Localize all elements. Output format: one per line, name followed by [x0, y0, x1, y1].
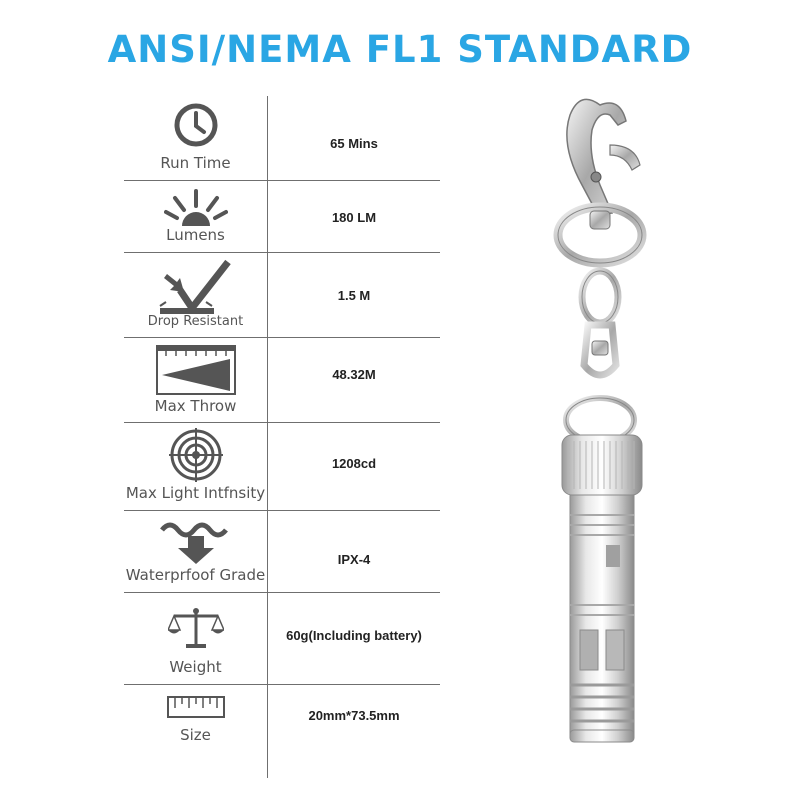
spec-row-weight — [124, 592, 440, 684]
spec-row-drop-resistant — [124, 252, 440, 337]
spec-label: Size — [180, 726, 211, 744]
clock-icon — [124, 102, 267, 148]
beam-throw-icon — [124, 345, 267, 395]
balance-scale-icon — [124, 606, 267, 650]
sun-rays-icon — [124, 188, 267, 228]
drop-impact-icon — [124, 258, 267, 316]
spec-label: Max Light Intfnsity — [125, 484, 266, 502]
spec-label: Run Time — [160, 154, 231, 172]
spec-row-max-light-intensity — [124, 422, 440, 510]
spec-row-max-throw — [124, 337, 440, 422]
spec-row-size — [124, 684, 440, 778]
spec-label: Max Throw — [154, 397, 237, 415]
spec-table — [124, 96, 440, 780]
spec-value: IPX-4 — [337, 552, 371, 567]
ruler-icon — [124, 696, 267, 718]
spec-value: 1.5 M — [337, 288, 371, 303]
spec-value: 180 LM — [331, 210, 377, 225]
spec-value: 1208cd — [331, 456, 377, 471]
water-arrow-icon — [124, 516, 267, 566]
spec-value: 48.32M — [332, 367, 376, 382]
page-title: ANSI/NEMA FL1 STANDARD — [107, 28, 693, 71]
spec-label: Waterprfoof Grade — [125, 566, 266, 584]
spec-row-waterproof-grade — [124, 510, 440, 592]
spec-row-run-time — [124, 96, 440, 180]
spec-label: Weight — [169, 658, 222, 676]
spec-value: 20mm*73.5mm — [308, 708, 400, 723]
keychain-flashlight-image — [540, 85, 670, 785]
spec-label: Lumens — [166, 226, 225, 244]
spec-row-lumens — [124, 180, 440, 252]
spec-label: Drop Resistant — [147, 314, 244, 329]
target-icon — [124, 428, 267, 482]
spec-value: 60g(Including battery) — [286, 628, 422, 643]
spec-value: 65 Mins — [330, 136, 378, 151]
